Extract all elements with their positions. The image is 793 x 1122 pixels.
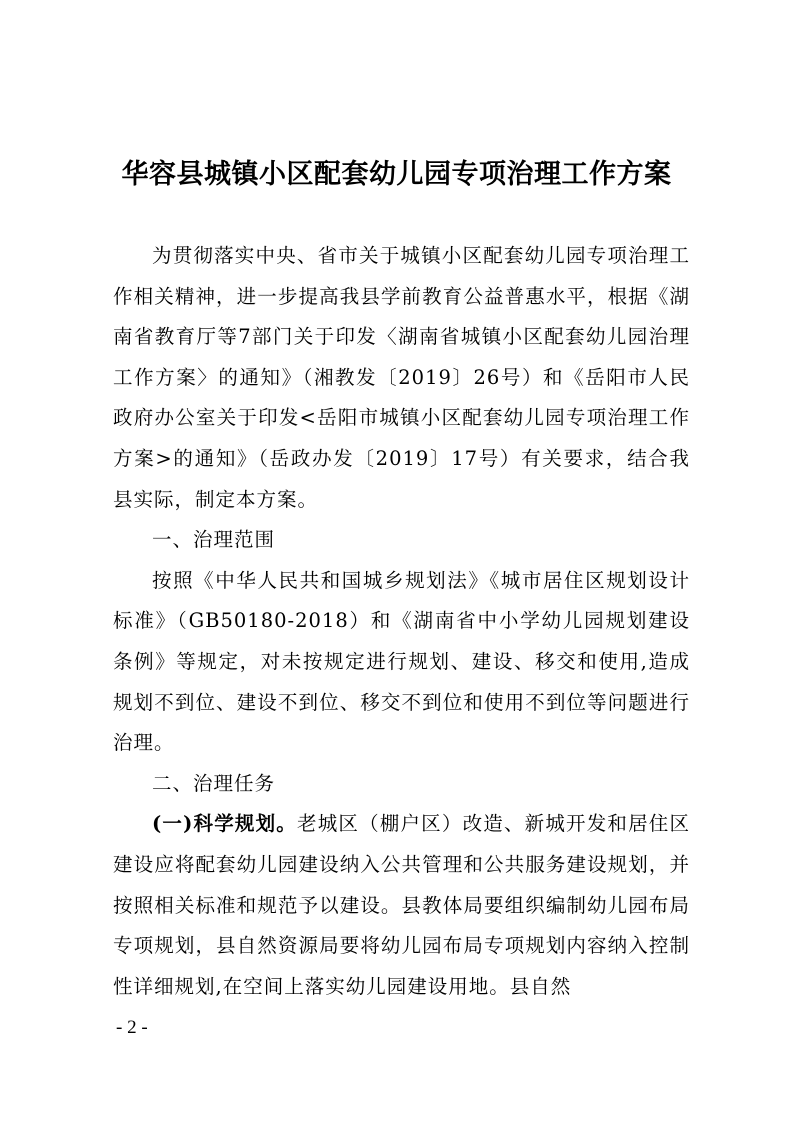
task-item-planning [113, 804, 690, 1007]
document-body [113, 236, 690, 1007]
scope-paragraph: 按照《中华人民共和国城乡规划法》《城市居住区规划设计标准》（GB50180-2018）和《湖南省中小学幼儿园规划建设条例》等规定，对未按规定进行规划、建设、移交和使用,造成规划不到位、建设不到位、移交不到位和使用不到位等问题进行治理。 [113, 568, 690, 755]
section-heading-tasks: 二、治理任务 [152, 771, 276, 795]
task-item-planning-label: (一)科学规划。 [152, 812, 298, 836]
document-title: 华容县城镇小区配套幼儿园专项治理工作方案 [121, 159, 672, 190]
section-heading-scope: 一、治理范围 [152, 528, 276, 552]
intro-paragraph: 为贯彻落实中央、省市关于城镇小区配套幼儿园专项治理工作相关精神，进一步提高我县学前教育公益普惠水平，根据《湖南省教育厅等7部门关于印发〈湖南省城镇小区配套幼儿园治理工作方案〉的通知》（湘教发〔2019〕26号）和《岳阳市人民政府办公室关于印发<岳阳市城镇小区配套幼儿园专项治理工作方案>的通知》（岳政办发〔2019〕17号）有关要求，结合我县实际，制定本方案。 [113, 244, 690, 511]
task-item-planning-text: 老城区（棚户区）改造、新城开发和居住区建设应将配套幼儿园建设纳入公共管理和公共服务建设规划，并按照相关标准和规范予以建设。县教体局要组织编制幼儿园布局专项规划，县自然资源局要将幼儿园布局专项规划内容纳入控制性详细规划,在空间上落实幼儿园建设用地。县自然 [113, 812, 690, 998]
page-number: - 2 - [116, 1017, 148, 1038]
